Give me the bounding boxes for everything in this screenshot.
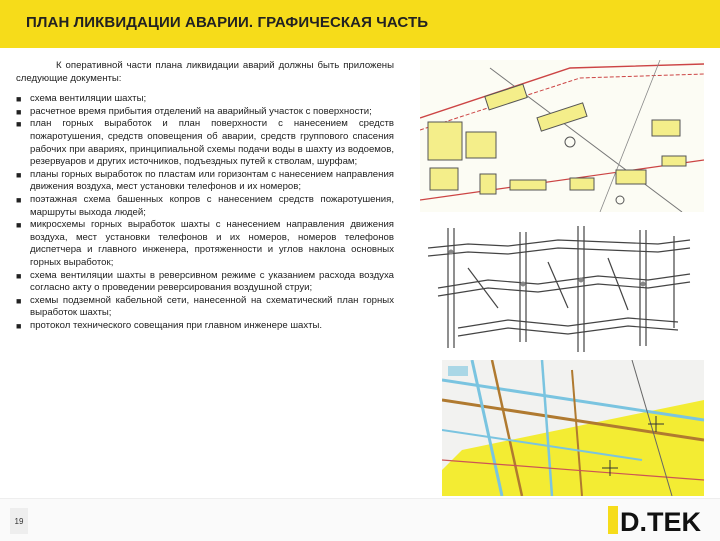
list-item — [16, 295, 394, 320]
list-item — [16, 320, 394, 333]
list-item-text: планы горных выработок по пластам или горизонтам с нанесением направления движения воздуха, мест установки телефонов и их номеров; — [30, 168, 394, 193]
bullet-icon: ■ — [16, 320, 22, 331]
ventilation-scheme-drawing — [442, 360, 704, 496]
list-item-text: план горных выработок и план поверхности с нанесением средств пожаротушения, средств оповещения об аварии, средств группового спасения рабочих при авариях, принципиальной схемы подачи воды в шахту из водоемов, резервуаров и других источников, подъездных путей к стволам, шурфам; — [30, 118, 394, 168]
mine-workings-drawing — [428, 218, 692, 358]
list-item-text: микросхемы горных выработок шахты с нанесением направления движения воздуха, мест установки телефонов и их номеров, номеров телефонов диспетчера и главного инженера, протяженности и углов наклона основных горных выработок; — [30, 219, 394, 268]
list-item-text: схемы подземной кабельной сети, нанесенной на схематический план горных выработок шахты; — [30, 294, 394, 319]
bullet-icon: ■ — [16, 194, 22, 205]
list-item — [16, 169, 394, 194]
bullet-icon: ■ — [16, 94, 22, 105]
page-title: ПЛАН ЛИКВИДАЦИИ АВАРИИ. ГРАФИЧЕСКАЯ ЧАСТЬ — [26, 14, 429, 31]
list-item — [16, 93, 394, 106]
page-number: 19 — [10, 508, 28, 534]
drawings-column — [412, 60, 704, 496]
list-item-text: схема вентиляции шахты в реверсивном режиме с указанием расхода воздуха согласно акту о проведении реверсирования воздушной струи; — [30, 269, 394, 294]
list-item-text: расчетное время прибытия отделений на аварийный участок с поверхности; — [30, 105, 372, 117]
bullet-icon: ■ — [16, 169, 22, 180]
list-item-text: поэтажная схема башенных копров с нанесением средств пожаротушения, маршруты выхода людей; — [30, 193, 394, 218]
title-bar — [0, 0, 720, 48]
list-item-text: протокол технического совещания при главном инженере шахты. — [30, 319, 323, 331]
list-item-text: схема вентиляции шахты; — [30, 93, 147, 105]
bullet-icon: ■ — [16, 220, 22, 231]
list-item — [16, 118, 394, 168]
text-column — [16, 60, 394, 332]
dtek-logo — [608, 504, 712, 536]
intro-paragraph: К оперативной части плана ликвидации аварий должны быть приложены следующие документы: — [16, 60, 394, 84]
logo-text: D.TEK — [620, 507, 701, 536]
document-list — [16, 93, 394, 332]
list-item — [16, 270, 394, 295]
bullet-icon: ■ — [16, 119, 22, 130]
list-item — [16, 219, 394, 269]
bullet-icon: ■ — [16, 295, 22, 306]
list-item — [16, 106, 394, 119]
bullet-icon: ■ — [16, 106, 22, 117]
bullet-icon: ■ — [16, 270, 22, 281]
surface-plan-drawing — [420, 60, 704, 212]
list-item — [16, 194, 394, 219]
